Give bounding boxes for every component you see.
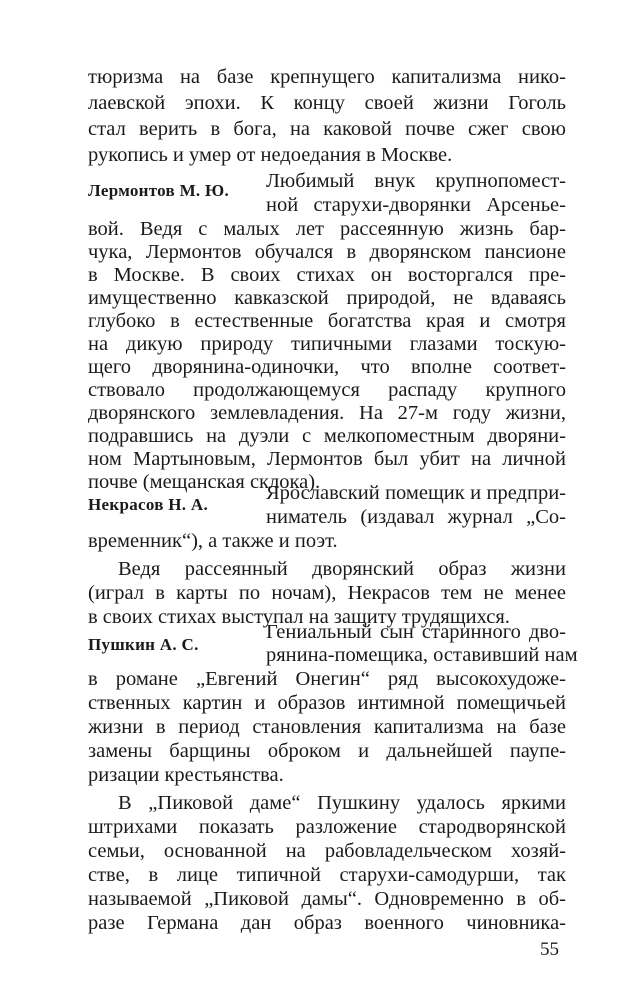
text-line: лаевской эпохи. К концу своей жизни Гоголь: [88, 92, 566, 114]
text-line: временник“), а также и поэт.: [88, 530, 338, 552]
text-line: штрихами показать разложение стародворянской: [88, 816, 566, 838]
text-line: В „Пиковой даме“ Пушкину удалось яркими: [118, 792, 566, 814]
text-line: почве (мещанская склока).: [88, 471, 321, 493]
text-line: Гениальный сын старинного дво-: [266, 621, 566, 643]
text-line: глубоко в естественные богатства края и смотря: [88, 310, 566, 332]
text-line: в Москве. В своих стихах он восторгался пре-: [88, 264, 566, 286]
text-line: разе Германа дан образ военного чиновника-: [88, 912, 566, 934]
text-line: ниматель (издавал журнал „Со-: [266, 506, 566, 528]
text-line: ствовало продолжающемуся распаду крупного: [88, 379, 566, 401]
text-line: дворянского землевладения. На 27-м году жизни,: [88, 402, 566, 424]
page-number: 55: [540, 939, 559, 960]
text-line: ном Мартыновым, Лермонтов был убит на личной: [88, 448, 566, 470]
text-line: щего дворянина-одиночки, что вполне соответ-: [88, 356, 566, 378]
text-line: рукопись и умер от недоедания в Москве.: [88, 144, 453, 166]
text-line: стве, в лице типичной старухи-самодурши, так: [88, 864, 566, 886]
text-line: называемой „Пиковой дамы“. Одновременно в об-: [88, 888, 566, 910]
text-line: ственных картин и образов интимной помещичьей: [88, 692, 566, 714]
text-line: на дикую природу типичными глазами тоскую-: [88, 333, 566, 355]
text-line: ризации крестьянства.: [88, 764, 284, 786]
text-line: тюризма на базе крепнущего капитализма нико-: [88, 66, 566, 88]
text-line: (играл в карты по ночам), Некрасов тем не менее: [88, 582, 566, 604]
text-line: подравшись на дуэли с мелкопоместным дворяни-: [88, 425, 566, 447]
text-line: имущественно кавказской природой, не вдаваясь: [88, 287, 566, 309]
text-line: в своих стихах выступал на защиту трудящихся.: [88, 606, 510, 628]
entry-heading-lermontov: Лермонтов М. Ю.: [88, 181, 230, 200]
text-line: вой. Ведя с малых лет рассеянную жизнь бар-: [88, 218, 566, 240]
text-line: рянина-помещика, оставивший нам: [266, 644, 578, 666]
text-line: Любимый внук крупнопомест-: [266, 170, 566, 192]
text-line: в романе „Евгений Онегин“ ряд высокохудоже-: [88, 668, 566, 690]
text-line: ной старухи-дворянки Арсенье-: [266, 194, 566, 216]
text-line: чука, Лермонтов обучался в дворянском пансионе: [88, 241, 566, 263]
text-line: жизни в период становления капитализма на базе: [88, 716, 566, 738]
text-line: семьи, основанной на рабовладельческом хозяй-: [88, 840, 566, 862]
text-line: Ярославский помещик и предпри-: [266, 482, 566, 504]
entry-heading-nekrasov: Некрасов Н. А.: [88, 495, 209, 514]
text-line: Ведя рассеянный дворянский образ жизни: [118, 558, 566, 580]
entry-heading-pushkin: Пушкин А. С.: [88, 635, 199, 654]
text-line: замены барщины оброком и дальнейшей паупе-: [88, 740, 566, 762]
text-line: стал верить в бога, на каковой почве сжег свою: [88, 118, 566, 140]
